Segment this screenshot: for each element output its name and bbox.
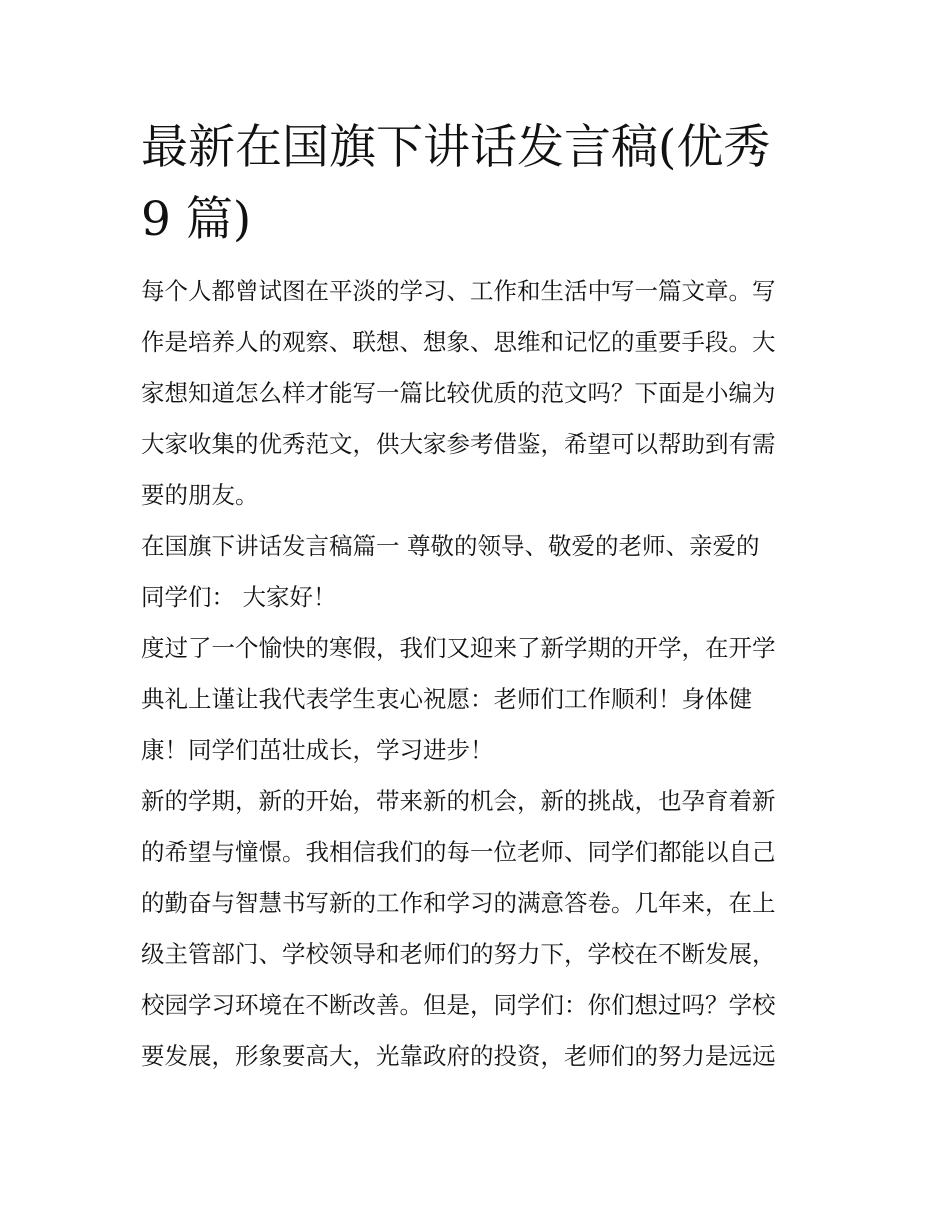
text-line: 要的朋友。 [141, 481, 259, 509]
text-line: 度过了一个愉快的寒假，我们又迎来了新学期的开学，在开学 [141, 634, 776, 662]
text-line: 大家收集的优秀范文，供大家参考借鉴，希望可以帮助到有需 [141, 430, 776, 458]
text-line: 作是培养人的观察、联想、想象、思维和记忆的重要手段。大 [141, 328, 776, 356]
text-line: 新的学期，新的开始，带来新的机会，新的挑战，也孕育着新 [141, 787, 776, 815]
text-line: 的希望与憧憬。我相信我们的每一位老师、同学们都能以自己 [141, 838, 776, 866]
text-line: 典礼上谨让我代表学生衷心祝愿：老师们工作顺利！身体健 [141, 685, 752, 713]
document-page [141, 112, 813, 1082]
document-body [141, 266, 813, 1082]
title-line-2: 9 篇) [141, 192, 252, 247]
text-line: 家想知道怎么样才能写一篇比较优质的范文吗？下面是小编为 [141, 379, 776, 407]
text-line: 在国旗下讲话发言稿篇一 尊敬的领导、敬爱的老师、亲爱的 [141, 532, 760, 560]
text-line: 要发展，形象要高大，光靠政府的投资，老师们的努力是远远 [141, 1042, 776, 1070]
text-line: 每个人都曾试图在平淡的学习、工作和生活中写一篇文章。写 [141, 277, 776, 305]
text-line: 的勤奋与智慧书写新的工作和学习的满意答卷。几年来，在上 [141, 889, 776, 917]
title-line-1: 最新在国旗下讲话发言稿(优秀 [141, 120, 771, 175]
text-line: 校园学习环境在不断改善。但是，同学们：你们想过吗？学校 [141, 991, 776, 1019]
text-line: 同学们： 大家好！ [141, 583, 337, 611]
text-line: 级主管部门、学校领导和老师们的努力下，学校在不断发展， [141, 940, 776, 968]
text-line: 康！同学们茁壮成长，学习进步！ [141, 736, 494, 764]
page-title [141, 112, 813, 256]
